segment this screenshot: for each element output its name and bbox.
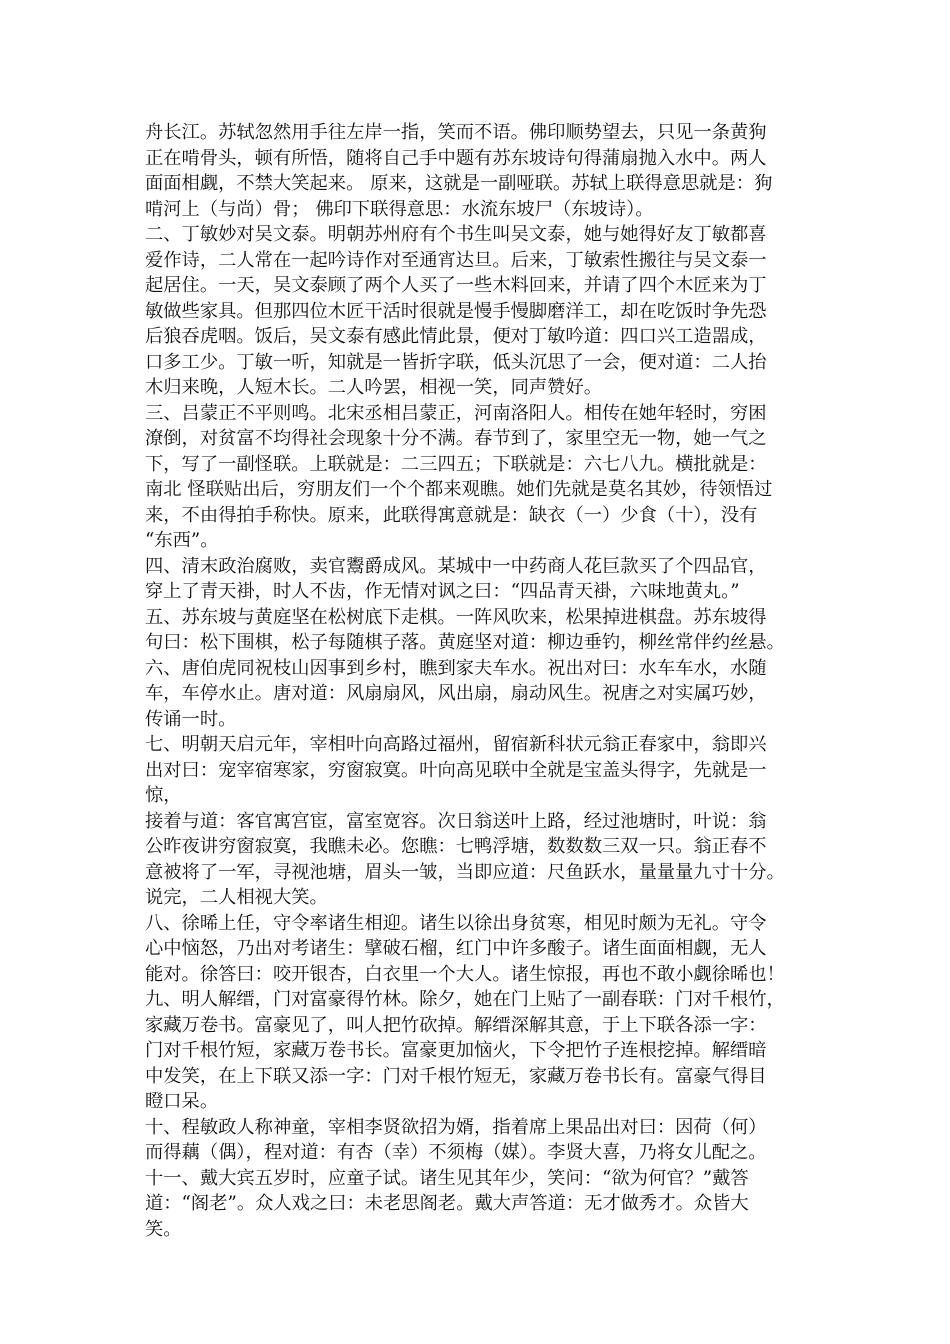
- text-line: 而得藕（偶），程对道：有杏（幸）不须梅（媒）。李贤大喜，乃将女儿配之。: [145, 1142, 767, 1163]
- text-line: 敏做些家具。但那四位木匠干活时很就是慢手慢脚磨洋工，却在吃饭时争先恐: [145, 300, 767, 322]
- text-line: 瞪口呆。: [145, 1091, 219, 1112]
- text-line: 舟长江。苏轼忽然用手往左岸一指，笑而不语。佛印顺势望去，只见一条黄狗: [145, 122, 767, 143]
- text-line: 三、吕蒙正不平则鸣。北宋丞相吕蒙正，河南洛阳人。相传在她年轻时，穷困: [145, 402, 767, 424]
- text-line: 南北 怪联贴出后，穷朋友们一个个都来观瞧。她们先就是莫名其妙，待领悟过: [145, 479, 773, 500]
- text-line: 心中恼怒，乃出对考诸生：擘破石榴，红门中许多酸子。诸生面面相觑，无人: [145, 938, 767, 959]
- text-line: 四、清末政治腐败，卖官鬻爵成风。某城中一中药商人花巨款买了个四品官，: [145, 555, 767, 577]
- text-line: 十一、戴大宾五岁时，应童子试。诸生见其年少，笑问：“欲为何官？”戴答: [145, 1167, 749, 1189]
- text-line: 九、明人解缙，门对富豪得竹林。除夕，她在门上贴了一副春联：门对千根竹，: [145, 989, 785, 1010]
- text-line: 车，车停水止。唐对道：风扇扇风，风出扇，扇动风生。祝唐之对实属巧妙，: [145, 683, 767, 704]
- text-line: 口多工少。丁敏一听，知就是一皆折字联，低头沉思了一会，便对道：二人抬: [145, 351, 767, 373]
- text-line: 八、徐晞上任，守令率诸生相迎。诸生以徐出身贫寒，相见时颇为无礼。守令: [145, 912, 767, 934]
- text-line: 能对。徐答曰：咬开银杏，白衣里一个大人。诸生惊报，再也不敢小觑徐晞也！: [145, 963, 785, 985]
- text-line: 下，写了一副怪联。上联就是：二三四五；下联就是：六七八九。横批就是：: [145, 453, 767, 475]
- text-line: 爱作诗，二人常在一起吟诗作对至通宵达旦。后来，丁敏索性搬往与吴文泰一: [145, 249, 767, 271]
- text-line: 接着与道：客官寓宫宦，富室宽容。次日翁送叶上路，经过池塘时，叶说：翁: [145, 810, 767, 832]
- text-line: 二、丁敏妙对吴文泰。明朝苏州府有个书生叫吴文泰，她与她得好友丁敏都喜: [145, 224, 767, 245]
- document-body: [145, 120, 813, 1242]
- text-line: 七、明朝天启元年，宰相叶向高路过福州，留宿新科状元翁正春家中，翁即兴: [145, 734, 767, 755]
- text-line: “东西”。: [145, 530, 219, 551]
- text-line: 木归来晚，人短木长。二人吟罢，相视一笑，同声赞好。: [145, 377, 603, 398]
- text-line: 出对曰：宠宰宿寒家，穷窗寂寞。叶向高见联中全就是宝盖头得字，先就是一: [145, 759, 767, 781]
- text-line: 句曰：松下围棋，松子每随棋子落。黄庭坚对道：柳边垂钓，柳丝常伴约丝悬。: [145, 632, 785, 653]
- text-line: 五、苏东坡与黄庭坚在松树底下走棋。一阵风吹来，松果掉进棋盘。苏东坡得: [145, 606, 767, 628]
- text-line: 啃河上（与尚）骨； 佛印下联得意思：水流东坡尸（东坡诗）。: [145, 198, 654, 220]
- text-line: 道：“阁老”。众人戏之曰：未老思阁老。戴大声答道：无才做秀才。众皆大: [145, 1193, 749, 1214]
- text-line: 潦倒，对贫富不均得社会现象十分不满。春节到了，家里空无一物，她一气之: [145, 428, 767, 449]
- text-line: 起居住。一天，吴文泰顾了两个人买了一些木料回来，并请了四个木匠来为丁: [145, 275, 767, 296]
- text-line: 面面相觑，不禁大笑起来。 原来，这就是一副哑联。苏轼上联得意思就是：狗: [145, 173, 773, 194]
- text-line: 笑。: [145, 1218, 182, 1240]
- text-line: 十、程敏政人称神童，宰相李贤欲招为婿，指着席上果品出对曰：因荷（何）: [145, 1116, 767, 1138]
- text-line: 传诵一时。: [145, 708, 237, 730]
- text-line: 门对千根竹短，家藏万卷书长。富豪更加恼火，下令把竹子连根挖掉。解缙暗: [145, 1040, 767, 1061]
- text-line: 意被将了一军，寻视池塘，眉头一皱，当即应道：尺鱼跃水，量量量九寸十分。: [145, 861, 785, 883]
- text-line: 穿上了青天褂，时人不齿，作无情对讽之曰：“四品青天褂，六味地黄丸。”: [145, 581, 740, 602]
- text-line: 惊，: [145, 785, 182, 806]
- text-line: 后狼吞虎咽。饭后，吴文泰有感此情此景，便对丁敏吟道：四口兴工造噐成，: [145, 326, 767, 347]
- text-line: 说完，二人相视大笑。: [145, 887, 328, 908]
- text-line: 来，不由得拍手称快。原来，此联得寓意就是：缺衣（一）少食（十），没有: [145, 504, 758, 526]
- text-line: 中发笑，在上下联又添一字：门对千根竹短无，家藏万卷书长有。富豪气得目: [145, 1065, 767, 1087]
- text-line: 正在啃骨头，顿有所悟，随将自己手中题有苏东坡诗句得蒲扇抛入水中。两人: [145, 147, 767, 169]
- text-line: 公昨夜讲穷窗寂寞，我瞧未必。您瞧：七鸭浮塘，数数数三双一只。翁正春不: [145, 836, 767, 857]
- text-line: 六、唐伯虎同祝枝山因事到乡村，瞧到家夫车水。祝出对曰：水车车水，水随: [145, 657, 767, 679]
- text-line: 家藏万卷书。富豪见了，叫人把竹砍掉。解缙深解其意，于上下联各添一字：: [145, 1014, 767, 1036]
